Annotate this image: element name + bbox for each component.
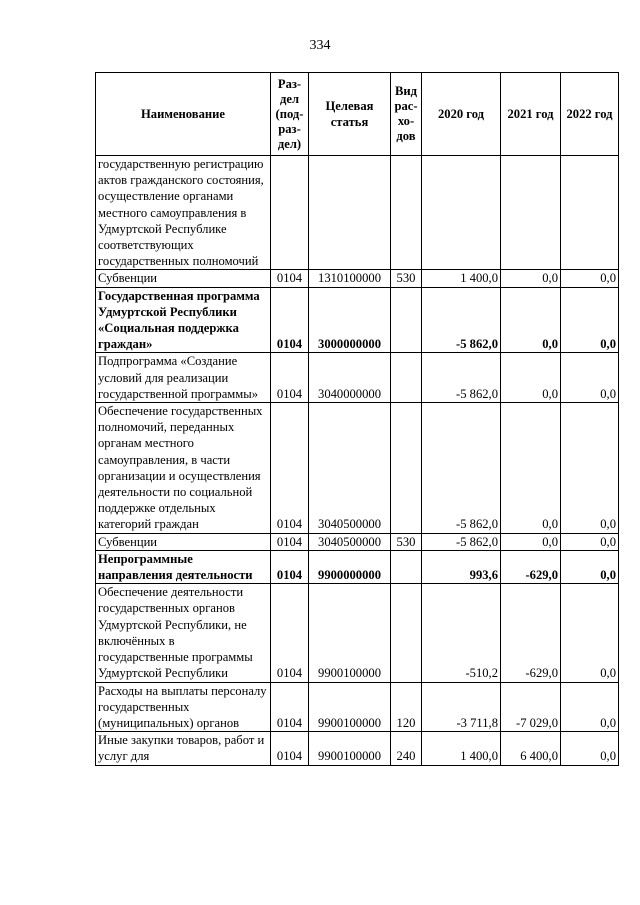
cell-2021: 0,0: [501, 270, 561, 287]
cell-target: 3040000000: [309, 353, 391, 403]
cell-expense: [391, 156, 422, 270]
cell-2020: -5 862,0: [422, 533, 501, 550]
budget-table: [95, 72, 619, 766]
cell-section: 0104: [271, 287, 309, 353]
cell-2022: 0,0: [561, 533, 619, 550]
cell-expense: [391, 287, 422, 353]
cell-name: государственную регистрацию актов гражданского состояния, осуществление органами местного самоуправления в Удмуртской Республике соответствующих государственных полномочий: [96, 156, 271, 270]
header-2020: 2020 год: [422, 73, 501, 156]
cell-section: 0104: [271, 403, 309, 534]
cell-2021: 0,0: [501, 353, 561, 403]
page-number: 334: [309, 38, 331, 53]
table-row: [96, 732, 619, 765]
table-row: [96, 353, 619, 403]
cell-name: Обеспечение деятельности государственных органов Удмуртской Республики, не включённых в государственные программы Удмуртской Республики: [96, 584, 271, 682]
cell-target: 9900000000: [309, 550, 391, 583]
cell-target: 3040500000: [309, 533, 391, 550]
header-target: Целевая статья: [309, 73, 391, 156]
cell-expense: 530: [391, 270, 422, 287]
cell-section: 0104: [271, 533, 309, 550]
cell-section: 0104: [271, 550, 309, 583]
cell-section: [271, 156, 309, 270]
cell-2020: [422, 156, 501, 270]
cell-section: 0104: [271, 682, 309, 732]
cell-name: Государственная программа Удмуртской Республики «Социальная поддержка граждан»: [96, 287, 271, 353]
cell-2020: 993,6: [422, 550, 501, 583]
table-row: [96, 550, 619, 583]
header-row: [96, 73, 619, 156]
cell-target: [309, 156, 391, 270]
header-section: Раз- дел (под- раз- дел): [271, 73, 309, 156]
cell-expense: [391, 584, 422, 682]
cell-2022: [561, 156, 619, 270]
cell-2020: -5 862,0: [422, 353, 501, 403]
cell-2021: [501, 156, 561, 270]
cell-2020: -3 711,8: [422, 682, 501, 732]
cell-section: 0104: [271, 270, 309, 287]
cell-target: 3040500000: [309, 403, 391, 534]
cell-name: Подпрограмма «Создание условий для реализации государственной программы»: [96, 353, 271, 403]
cell-2022: 0,0: [561, 270, 619, 287]
header-2022: 2022 год: [561, 73, 619, 156]
table-row: [96, 156, 619, 270]
cell-2022: 0,0: [561, 287, 619, 353]
table-row: [96, 682, 619, 732]
cell-target: 9900100000: [309, 584, 391, 682]
cell-name: Субвенции: [96, 533, 271, 550]
cell-target: 9900100000: [309, 682, 391, 732]
table-row: [96, 403, 619, 534]
header-2021: 2021 год: [501, 73, 561, 156]
cell-2021: 6 400,0: [501, 732, 561, 765]
cell-target: 1310100000: [309, 270, 391, 287]
cell-2020: -510,2: [422, 584, 501, 682]
cell-2020: -5 862,0: [422, 287, 501, 353]
header-name: Наименование: [96, 73, 271, 156]
cell-name: Непрограммные направления деятельности: [96, 550, 271, 583]
cell-2022: 0,0: [561, 403, 619, 534]
cell-target: 3000000000: [309, 287, 391, 353]
cell-expense: [391, 403, 422, 534]
cell-2022: 0,0: [561, 353, 619, 403]
cell-2021: 0,0: [501, 403, 561, 534]
cell-2021: -7 029,0: [501, 682, 561, 732]
cell-2021: -629,0: [501, 584, 561, 682]
table-row: [96, 584, 619, 682]
cell-section: 0104: [271, 732, 309, 765]
cell-2020: -5 862,0: [422, 403, 501, 534]
cell-2021: -629,0: [501, 550, 561, 583]
cell-target: 9900100000: [309, 732, 391, 765]
header-expense: Вид рас- хо- дов: [391, 73, 422, 156]
table-row: [96, 270, 619, 287]
cell-expense: [391, 353, 422, 403]
table-row: [96, 287, 619, 353]
cell-2022: 0,0: [561, 682, 619, 732]
cell-2022: 0,0: [561, 550, 619, 583]
cell-expense: 240: [391, 732, 422, 765]
cell-name: Обеспечение государственных полномочий, переданных органам местного самоуправления, в части организации и осуществления деятельности по социальной поддержке отдельных категорий граждан: [96, 403, 271, 534]
table-row: [96, 533, 619, 550]
cell-name: Иные закупки товаров, работ и услуг для: [96, 732, 271, 765]
cell-section: 0104: [271, 353, 309, 403]
cell-2020: 1 400,0: [422, 270, 501, 287]
cell-expense: 530: [391, 533, 422, 550]
cell-2022: 0,0: [561, 732, 619, 765]
cell-name: Субвенции: [96, 270, 271, 287]
cell-2020: 1 400,0: [422, 732, 501, 765]
cell-name: Расходы на выплаты персоналу государственных (муниципальных) органов: [96, 682, 271, 732]
cell-2022: 0,0: [561, 584, 619, 682]
cell-2021: 0,0: [501, 533, 561, 550]
cell-section: 0104: [271, 584, 309, 682]
cell-2021: 0,0: [501, 287, 561, 353]
cell-expense: [391, 550, 422, 583]
cell-expense: 120: [391, 682, 422, 732]
